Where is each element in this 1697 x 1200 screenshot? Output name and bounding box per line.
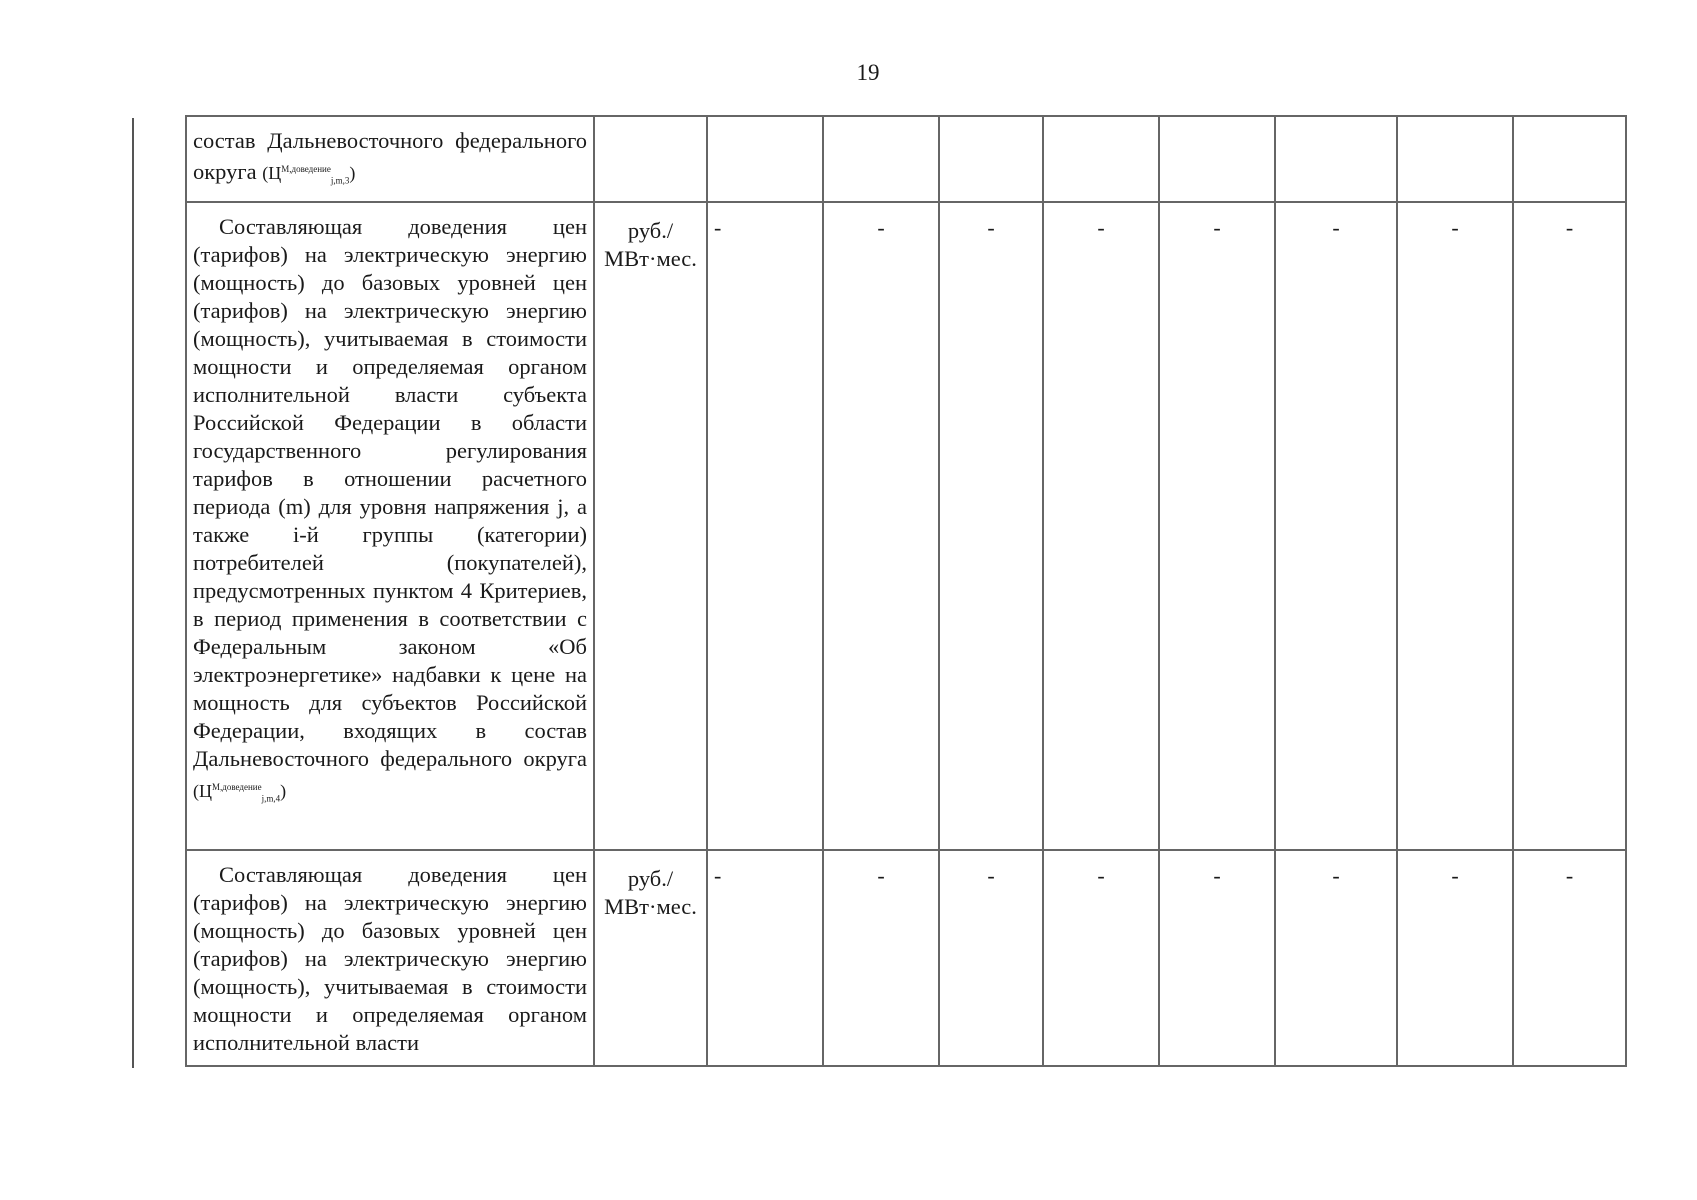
value-cell: - bbox=[1043, 202, 1159, 850]
value-cell: - bbox=[823, 202, 939, 850]
value-cell: - bbox=[1513, 202, 1626, 850]
value-cell: - bbox=[1275, 850, 1397, 1066]
value-cell: - bbox=[1159, 202, 1275, 850]
unit-cell bbox=[594, 116, 707, 202]
value-cell bbox=[823, 116, 939, 202]
value-cell bbox=[1397, 116, 1513, 202]
value-cell bbox=[1043, 116, 1159, 202]
unit-cell: руб./ МВт·мес. bbox=[594, 202, 707, 850]
value-cell bbox=[939, 116, 1043, 202]
value-cell bbox=[1275, 116, 1397, 202]
description-cell bbox=[186, 850, 594, 1066]
table-row bbox=[186, 850, 1626, 1066]
table-row bbox=[186, 202, 1626, 850]
value-cell: - bbox=[1397, 202, 1513, 850]
tariff-table bbox=[185, 115, 1627, 1067]
value-cell: - bbox=[939, 850, 1043, 1066]
description-cell bbox=[186, 116, 594, 202]
value-cell: - bbox=[823, 850, 939, 1066]
table-row bbox=[186, 116, 1626, 202]
unit-cell: руб./ МВт·мес. bbox=[594, 850, 707, 1066]
margin-line bbox=[132, 118, 134, 1068]
value-cell: - bbox=[1275, 202, 1397, 850]
page-number: 19 bbox=[856, 60, 880, 85]
row-text: состав Дальневосточного федерального округа bbox=[193, 128, 587, 184]
row-text: Составляющая доведения цен (тарифов) на электрическую энергию (мощность) до базовых уровней цен (тарифов) на электрическую энергию (мощность), учитываемая в стоимости мощности и определяемая органом исполнительной власти субъекта Российской Федерации в области государственного регулирования тарифов в отношении расчетного периода (m) для уровня напряжения j, а также i-й группы (категории) потребителей (покупателей), предусмотренных пунктом 4 Критериев, в период применения в соответствии с Федеральным законом «Об электроэнергетике» надбавки к цене на мощность для субъектов Российской Федерации, входящих в состав Дальневосточного федерального округа bbox=[193, 214, 587, 771]
value-cell: - bbox=[1397, 850, 1513, 1066]
row-text: Составляющая доведения цен (тарифов) на электрическую энергию (мощность) до базовых уровней цен (тарифов) на электрическую энергию (мощность), учитываемая в стоимости мощности и определяемая органом исполнительной власти bbox=[193, 862, 587, 1055]
value-cell: - bbox=[939, 202, 1043, 850]
value-cell bbox=[707, 116, 823, 202]
formula: $(Ц^{М,доведение}_{j,m,4})$ bbox=[193, 781, 287, 804]
formula: $(Ц^{М,доведение}_{j,m,3})$ bbox=[262, 163, 356, 186]
description-cell bbox=[186, 202, 594, 850]
value-cell: - bbox=[707, 850, 823, 1066]
value-cell: - bbox=[1513, 850, 1626, 1066]
value-cell bbox=[1513, 116, 1626, 202]
value-cell: - bbox=[1043, 850, 1159, 1066]
value-cell bbox=[1159, 116, 1275, 202]
value-cell: - bbox=[1159, 850, 1275, 1066]
value-cell: - bbox=[707, 202, 823, 850]
